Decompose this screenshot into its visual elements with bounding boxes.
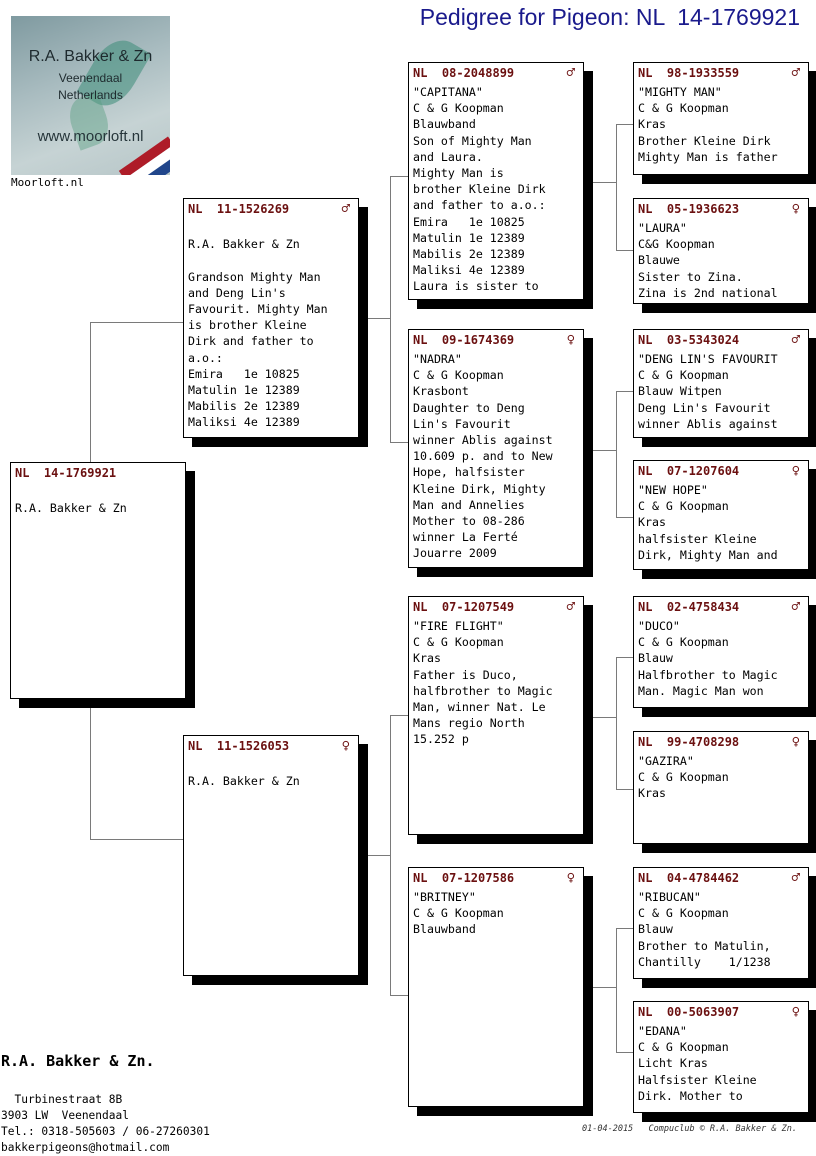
male-symbol-icon: ♂ — [566, 599, 575, 615]
pigeon-details: "BRITNEY" C & G Koopman Blauwband — [413, 890, 504, 937]
pigeon-details: "DUCO" C & G Koopman Blauw Halfbrother to Magic Man. Magic Man won — [638, 619, 778, 698]
owner-city: 3903 LW Veenendaal — [1, 1108, 129, 1122]
connector-line — [90, 839, 183, 840]
connector-line — [390, 176, 408, 177]
ring-number: NL 14-1769921 — [15, 466, 117, 480]
pigeon-card-dam-dam[interactable] — [408, 867, 584, 1107]
pigeon-card-sire-dam[interactable] — [408, 329, 584, 568]
pigeon-card-subject[interactable] — [10, 462, 186, 699]
pigeon-details: "NADRA" C & G Koopman Krasbont Daughter to Deng Lin's Favourit winner Ablis against 10.609 p. and to New Hope, halfsister Kleine Dirk, Mighty Man and Annelies Mother to 08-286 winner La Ferté Jouarre 2009 — [413, 352, 553, 561]
male-symbol-icon: ♂ — [791, 599, 800, 615]
male-symbol-icon: ♂ — [791, 870, 800, 886]
logo-name: R.A. Bakker & Zn — [28, 48, 153, 65]
connector-line — [616, 391, 633, 392]
male-symbol-icon: ♂ — [341, 201, 350, 217]
pigeon-card-ssd[interactable] — [633, 198, 809, 304]
connector-line — [591, 717, 616, 718]
ring-number: NL 04-4784462 — [638, 871, 740, 885]
owner-phone: Tel.: 0318-505603 / 06-27260301 — [1, 1125, 210, 1139]
pigeon-details: R.A. Bakker & Zn Grandson Mighty Man and Deng Lin's Favourit. Mighty Man is brother Kleine Dirk and father to a.o.: Emira 1e 10825 Matulin 1e 12389 Mabilis 2e 12389 Maliksi 4e 12389 — [188, 237, 328, 430]
pigeon-card-sire[interactable] — [183, 198, 359, 438]
pigeon-details: "FIRE FLIGHT" C & G Koopman Kras Father is Duco, halfbrother to Magic Man, winner Nat. Le Mans regio North 15.252 p — [413, 619, 553, 747]
pigeon-details: "GAZIRA" C & G Koopman Kras — [638, 754, 729, 801]
ring-number: NL 03-5343024 — [638, 333, 740, 347]
pigeon-card-sire-sire[interactable] — [408, 62, 584, 300]
connector-line — [616, 517, 633, 518]
owner-name: R.A. Bakker & Zn. — [1, 1052, 155, 1071]
pigeon-details: "LAURA" C&G Koopman Blauwe Sister to Zina. Zina is 2nd national — [638, 221, 778, 300]
female-symbol-icon: ♀ — [791, 463, 800, 479]
female-symbol-icon: ♀ — [791, 1004, 800, 1020]
pigeon-details: R.A. Bakker & Zn — [15, 501, 127, 516]
female-symbol-icon: ♀ — [566, 332, 575, 348]
ring-number: NL 09-1674369 — [413, 333, 515, 347]
connector-line — [90, 708, 91, 839]
pigeon-details: "NEW HOPE" C & G Koopman Kras halfsister Kleine Dirk, Mighty Man and — [638, 483, 778, 562]
connector-line — [616, 789, 633, 790]
page-title: Pedigree for Pigeon: NL 14-1769921 — [419, 4, 800, 30]
ring-number: NL 08-2048899 — [413, 66, 515, 80]
pigeon-card-dam[interactable] — [183, 735, 359, 976]
connector-line — [591, 182, 616, 183]
connector-line — [390, 442, 408, 443]
ring-number: NL 05-1936623 — [638, 202, 740, 216]
connector-line — [616, 391, 617, 517]
connector-line — [616, 250, 633, 251]
logo-caption: Moorloft.nl — [11, 176, 84, 189]
owner-email[interactable]: bakkerpigeons@hotmail.com — [1, 1141, 170, 1155]
pigeon-card-ddd[interactable] — [633, 1001, 809, 1113]
logo-city: Veenendaal — [58, 71, 123, 85]
owner-street: Turbinestraat 8B — [14, 1092, 123, 1106]
pigeon-card-dsd[interactable] — [633, 731, 809, 844]
connector-line — [390, 715, 408, 716]
ring-number: NL 07-1207586 — [413, 871, 515, 885]
connector-line — [616, 1052, 633, 1053]
female-symbol-icon: ♀ — [566, 870, 575, 886]
pigeon-card-dss[interactable] — [633, 596, 809, 708]
connector-line — [390, 995, 408, 996]
pigeon-details: "RIBUCAN" C & G Koopman Blauw Brother to Matulin, Chantilly 1/1238 — [638, 890, 771, 969]
male-symbol-icon: ♂ — [791, 65, 800, 81]
ring-number: NL 98-1933559 — [638, 66, 740, 80]
pigeon-details: "DENG LIN'S FAVOURIT C & G Koopman Blauw Witpen Deng Lin's Favourit winner Ablis against — [638, 352, 778, 431]
print-footer: 01-04-2015 Compuclub © R.A. Bakker & Zn. — [582, 1124, 797, 1134]
loft-logo — [11, 16, 170, 175]
ring-number: NL 99-4708298 — [638, 735, 740, 749]
connector-line — [390, 176, 391, 443]
ring-number: NL 07-1207549 — [413, 600, 515, 614]
pigeon-details: "EDANA" C & G Koopman Licht Kras Halfsister Kleine Dirk. Mother to — [638, 1024, 757, 1103]
female-symbol-icon: ♀ — [341, 738, 350, 754]
pigeon-card-sds[interactable] — [633, 329, 809, 438]
connector-line — [90, 322, 91, 462]
connector-line — [616, 928, 633, 929]
pigeon-card-dds[interactable] — [633, 867, 809, 979]
pigeon-details: "MIGHTY MAN" C & G Koopman Kras Brother Kleine Dirk Mighty Man is father — [638, 85, 778, 164]
connector-line — [616, 657, 617, 789]
connector-line — [366, 318, 390, 319]
pigeon-details: "CAPITANA" C & G Koopman Blauwband Son of Mighty Man and Laura. Mighty Man is brother Kleine Dirk and father to a.o.: Emira 1e 10825 Matulin 1e 12389 Mabilis 2e 12389 Maliksi 4e 12389 Laura is sister to — [413, 85, 546, 294]
male-symbol-icon: ♂ — [791, 332, 800, 348]
female-symbol-icon: ♀ — [791, 201, 800, 217]
ring-number: NL 07-1207604 — [638, 464, 740, 478]
male-symbol-icon: ♂ — [566, 65, 575, 81]
pigeon-card-dam-sire[interactable] — [408, 596, 584, 835]
connector-line — [616, 657, 633, 658]
connector-line — [591, 987, 616, 988]
connector-line — [90, 322, 183, 323]
connector-line — [616, 124, 633, 125]
connector-line — [390, 715, 391, 995]
ring-number: NL 02-4758434 — [638, 600, 740, 614]
pigeon-details: R.A. Bakker & Zn — [188, 774, 300, 789]
connector-line — [616, 124, 617, 250]
logo-country: Netherlands — [58, 88, 123, 102]
ring-number: NL 00-5063907 — [638, 1005, 740, 1019]
connector-line — [591, 450, 616, 451]
logo-url: www.moorloft.nl — [37, 128, 144, 145]
connector-line — [616, 928, 617, 1052]
female-symbol-icon: ♀ — [791, 734, 800, 750]
connector-line — [366, 855, 390, 856]
ring-number: NL 11-1526053 — [188, 739, 290, 753]
owner-address-block — [1, 1019, 210, 1156]
ring-number: NL 11-1526269 — [188, 202, 290, 216]
pigeon-card-sss[interactable] — [633, 62, 809, 175]
pigeon-card-sdd[interactable] — [633, 460, 809, 570]
